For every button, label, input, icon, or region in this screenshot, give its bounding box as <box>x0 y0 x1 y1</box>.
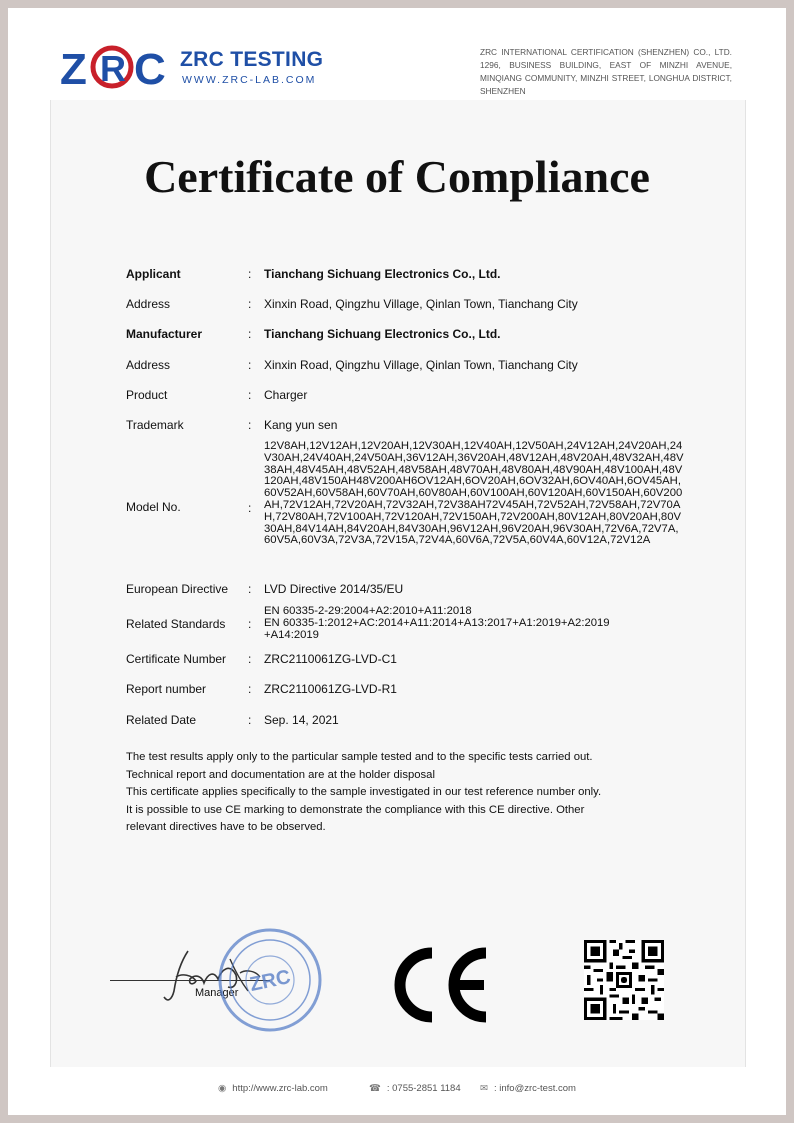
phone-icon: ☎ <box>369 1083 381 1094</box>
colon: : <box>248 267 252 281</box>
manager-label: Manager <box>195 987 239 999</box>
colon: : <box>248 358 252 372</box>
footer-phone-text: : 0755-2851 1184 <box>386 1083 461 1094</box>
directive-label: European Directive <box>126 582 229 596</box>
certificate-title: Certificate of Compliance <box>144 151 650 202</box>
company-name: ZRC TESTING <box>180 48 324 71</box>
manufacturer-label: Manufacturer <box>126 327 203 341</box>
footer-website <box>218 1083 328 1094</box>
colon: : <box>248 418 252 432</box>
company-address: ZRC INTERNATIONAL CERTIFICATION (SHENZHEN) CO., LTD. 1296, BUSINESS BUILDING, EAST OF MINZHI AVENUE, MINQIANG COMMUNITY, MINZHI STREET, LONGHUA DISTRICT, SHENZHEN <box>480 47 732 96</box>
note-line: The test results apply only to the particular sample tested and to the specific tests carried out. <box>126 751 593 763</box>
globe-icon: ◉ <box>218 1083 227 1094</box>
colon: : <box>248 388 252 402</box>
trademark-value: Kang yun sen <box>264 418 338 432</box>
certificate-sheet <box>8 8 786 1115</box>
note-line: This certificate applies specifically to the sample investigated in our test reference number only. <box>126 786 602 798</box>
standard-1: EN 60335-2-29:2004+A2:2010+A11:2018 <box>264 605 472 617</box>
notes <box>126 749 666 837</box>
colon: : <box>248 617 252 631</box>
ce-mark-icon <box>386 945 494 1025</box>
address-label: Address <box>126 358 171 372</box>
colon: : <box>248 582 252 596</box>
model-label: Model No. <box>126 500 181 514</box>
certificate-number-label: Certificate Number <box>126 652 227 666</box>
company-website: WWW.ZRC-LAB.COM <box>182 74 317 86</box>
footer-email-text: : info@zrc-test.com <box>493 1083 576 1094</box>
model-list: 12V8AH,12V12AH,12V20AH,12V30AH,12V40AH,12V50AH,24V12AH,24V20AH,24V30AH,24V40AH,24V50AH,36V12AH,36V20AH,48V12AH,48V20AH,48V32AH,48V38AH,48V45AH,48V52AH,48V58AH,48V70AH,48V80AH,48V90AH,48V100AH,48V120AH,48V150AH48V200AH6OV12AH,6OV20AH,6OV32AH,6OV40AH,6OV45AH,60V52AH,60V58AH,60V70AH,60V80AH,60V100AH,60V120AH,60V150AH,60V200AH,72V12AH,72V20AH,72V32AH,72V38AH72V45AH,72V52AH,72V58AH,72V70AH,72V80AH,72V100AH,72V120AH,72V150AH,72V200AH,80V12AH,80V20AH,80V30AH,84V14AH,84V20AH,84V30AH,96V12AH,96V20AH,96V30AH,72V6A,72V7A,60V5A,60V3A,72V3A,72V15A,72V4A,60V6A,72V5A,60V4A,60V12A,72V12A <box>264 440 684 547</box>
stamp-text: ZRC <box>247 965 293 997</box>
report-number-value: ZRC2110061ZG-LVD-R1 <box>264 682 397 696</box>
header <box>8 8 786 100</box>
note-line: It is possible to use CE marking to demonstrate the compliance with this CE directive. Other <box>126 803 585 816</box>
colon: : <box>248 297 252 311</box>
footer-phone <box>369 1083 461 1094</box>
related-date-value: Sep. 14, 2021 <box>264 713 339 727</box>
related-date-label: Related Date <box>126 713 197 727</box>
colon: : <box>248 682 252 696</box>
standards-label: Related Standards <box>126 617 226 631</box>
colon: : <box>248 652 252 666</box>
report-number-label: Report number <box>126 682 207 696</box>
manufacturer-address-value: Xinxin Road, Qingzhu Village, Qinlan Town, Tianchang City <box>264 358 578 372</box>
svg-text:Z: Z <box>60 45 85 90</box>
certificate-number-value: ZRC2110061ZG-LVD-C1 <box>264 652 397 666</box>
colon: : <box>248 501 252 515</box>
trademark-label: Trademark <box>126 418 184 432</box>
applicant-label: Applicant <box>126 267 181 281</box>
zrc-logo-icon <box>60 42 172 90</box>
colon: : <box>248 713 252 727</box>
product-value: Charger <box>264 388 308 402</box>
applicant-address-value: Xinxin Road, Qingzhu Village, Qinlan Town, Tianchang City <box>264 297 578 311</box>
applicant-value: Tianchang Sichuang Electronics Co., Ltd. <box>264 267 501 281</box>
directive-value: LVD Directive 2014/35/EU <box>264 582 404 596</box>
colon: : <box>248 327 252 341</box>
manufacturer-value: Tianchang Sichuang Electronics Co., Ltd. <box>264 327 501 341</box>
footer-email <box>480 1083 576 1094</box>
mail-icon: ✉ <box>480 1083 488 1094</box>
footer-website-text: http://www.zrc-lab.com <box>232 1083 328 1094</box>
svg-text:R: R <box>100 48 126 89</box>
note-line: Technical report and documentation are at the holder disposal <box>126 768 435 781</box>
svg-text:C: C <box>134 45 166 90</box>
standard-2: EN 60335-1:2012+AC:2014+A11:2014+A13:2017+A1:2019+A2:2019 +A14:2019 <box>264 616 610 641</box>
footer <box>8 1075 786 1105</box>
note-line: relevant directives have to be observed. <box>126 821 326 833</box>
standards-values <box>264 606 664 641</box>
product-label: Product <box>126 388 168 402</box>
qr-code-icon <box>584 940 664 1020</box>
zrc-stamp-icon <box>215 925 325 1035</box>
address-label: Address <box>126 297 171 311</box>
